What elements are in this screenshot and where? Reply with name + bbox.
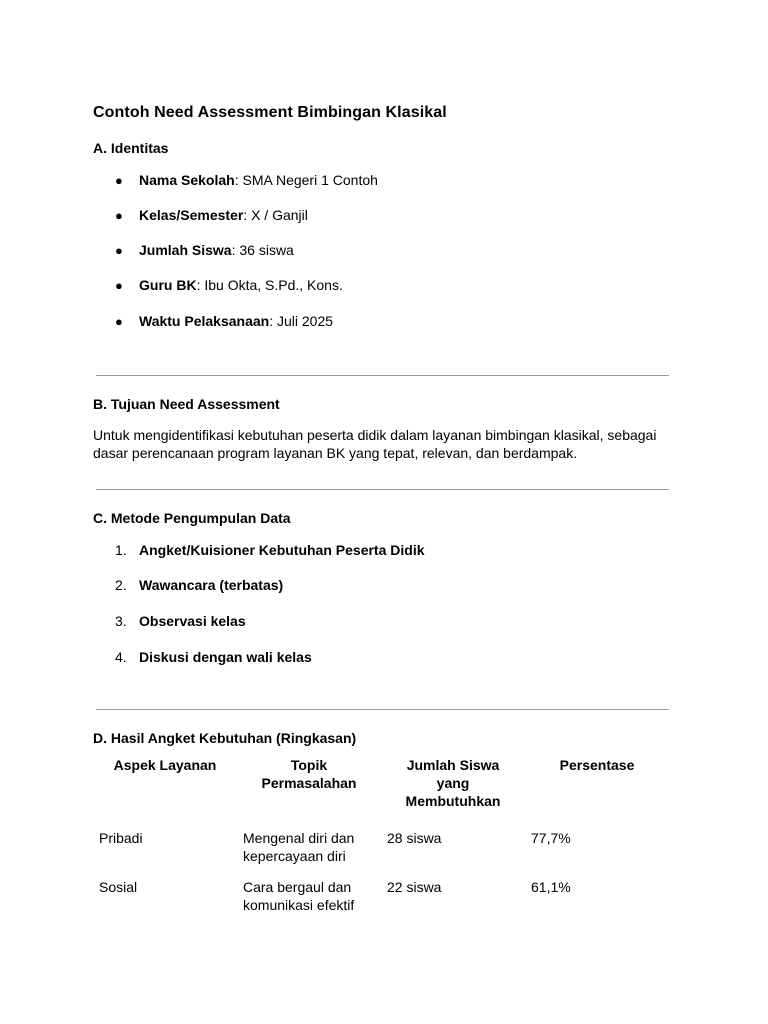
section-c-heading: C. Metode Pengumpulan Data — [93, 510, 291, 526]
identity-label: Nama Sekolah — [139, 172, 235, 188]
bullet-icon: ● — [115, 243, 123, 258]
table-header-row — [93, 756, 669, 810]
section-d-heading: D. Hasil Angket Kebutuhan (Ringkasan) — [93, 730, 357, 746]
section-divider — [96, 709, 669, 710]
section-b-heading: B. Tujuan Need Assessment — [93, 396, 280, 412]
bullet-icon: ● — [115, 278, 123, 293]
table-row — [93, 829, 669, 865]
method-text: Angket/Kuisioner Kebutuhan Peserta Didik — [139, 542, 425, 558]
list-number: 4. — [115, 649, 127, 665]
method-text: Diskusi dengan wali kelas — [139, 649, 312, 665]
table-cell: Sosial — [99, 879, 138, 895]
identity-item — [115, 313, 333, 329]
identity-value: : Juli 2025 — [269, 313, 334, 329]
method-text: Wawancara (terbatas) — [139, 577, 284, 593]
document-title: Contoh Need Assessment Bimbingan Klasikal — [93, 104, 447, 121]
section-divider — [96, 375, 669, 376]
purpose-paragraph: Untuk mengidentifikasi kebutuhan peserta didik dalam layanan bimbingan klasikal, sebagai dasar perencanaan program layanan BK yang tepat, relevan, dan berdampak. — [93, 427, 657, 461]
list-number: 2. — [115, 577, 127, 593]
table-cell: 28 siswa — [387, 830, 442, 846]
table-header-cell: Topik Permasalahan — [261, 757, 357, 791]
needs-results-table — [93, 756, 669, 914]
identity-item — [115, 207, 308, 223]
table-cell: Pribadi — [99, 830, 143, 846]
table-header-cell: Jumlah Siswa yang Membutuhkan — [405, 757, 501, 809]
method-text: Observasi kelas — [139, 613, 246, 629]
identity-value: : X / Ganjil — [243, 207, 308, 223]
table-cell: Mengenal diri dan kepercayaan diri — [243, 830, 355, 864]
bullet-icon: ● — [115, 208, 123, 223]
method-item — [115, 577, 283, 593]
bullet-icon: ● — [115, 314, 123, 329]
identity-item — [115, 172, 378, 188]
identity-value: : 36 siswa — [231, 242, 294, 258]
table-row — [93, 878, 669, 914]
table-header-cell: Aspek Layanan — [113, 757, 217, 773]
list-number: 3. — [115, 613, 127, 629]
identity-label: Guru BK — [139, 277, 197, 293]
bullet-icon: ● — [115, 173, 123, 188]
identity-label: Kelas/Semester — [139, 207, 244, 223]
section-a-heading: A. Identitas — [93, 140, 169, 156]
identity-item — [115, 242, 294, 258]
table-cell: 61,1% — [531, 879, 571, 895]
list-number: 1. — [115, 542, 127, 558]
method-item — [115, 649, 312, 665]
table-cell: 22 siswa — [387, 879, 442, 895]
identity-value: : SMA Negeri 1 Contoh — [234, 172, 378, 188]
identity-value: : Ibu Okta, S.Pd., Kons. — [196, 277, 343, 293]
section-divider — [96, 489, 669, 490]
method-item — [115, 542, 425, 558]
identity-label: Waktu Pelaksanaan — [139, 313, 270, 329]
table-cell: 77,7% — [531, 830, 571, 846]
table-header-cell: Persentase — [559, 757, 635, 773]
table-cell: Cara bergaul dan komunikasi efektif — [243, 879, 355, 913]
method-item — [115, 613, 246, 629]
identity-label: Jumlah Siswa — [139, 242, 232, 258]
identity-item — [115, 277, 343, 293]
